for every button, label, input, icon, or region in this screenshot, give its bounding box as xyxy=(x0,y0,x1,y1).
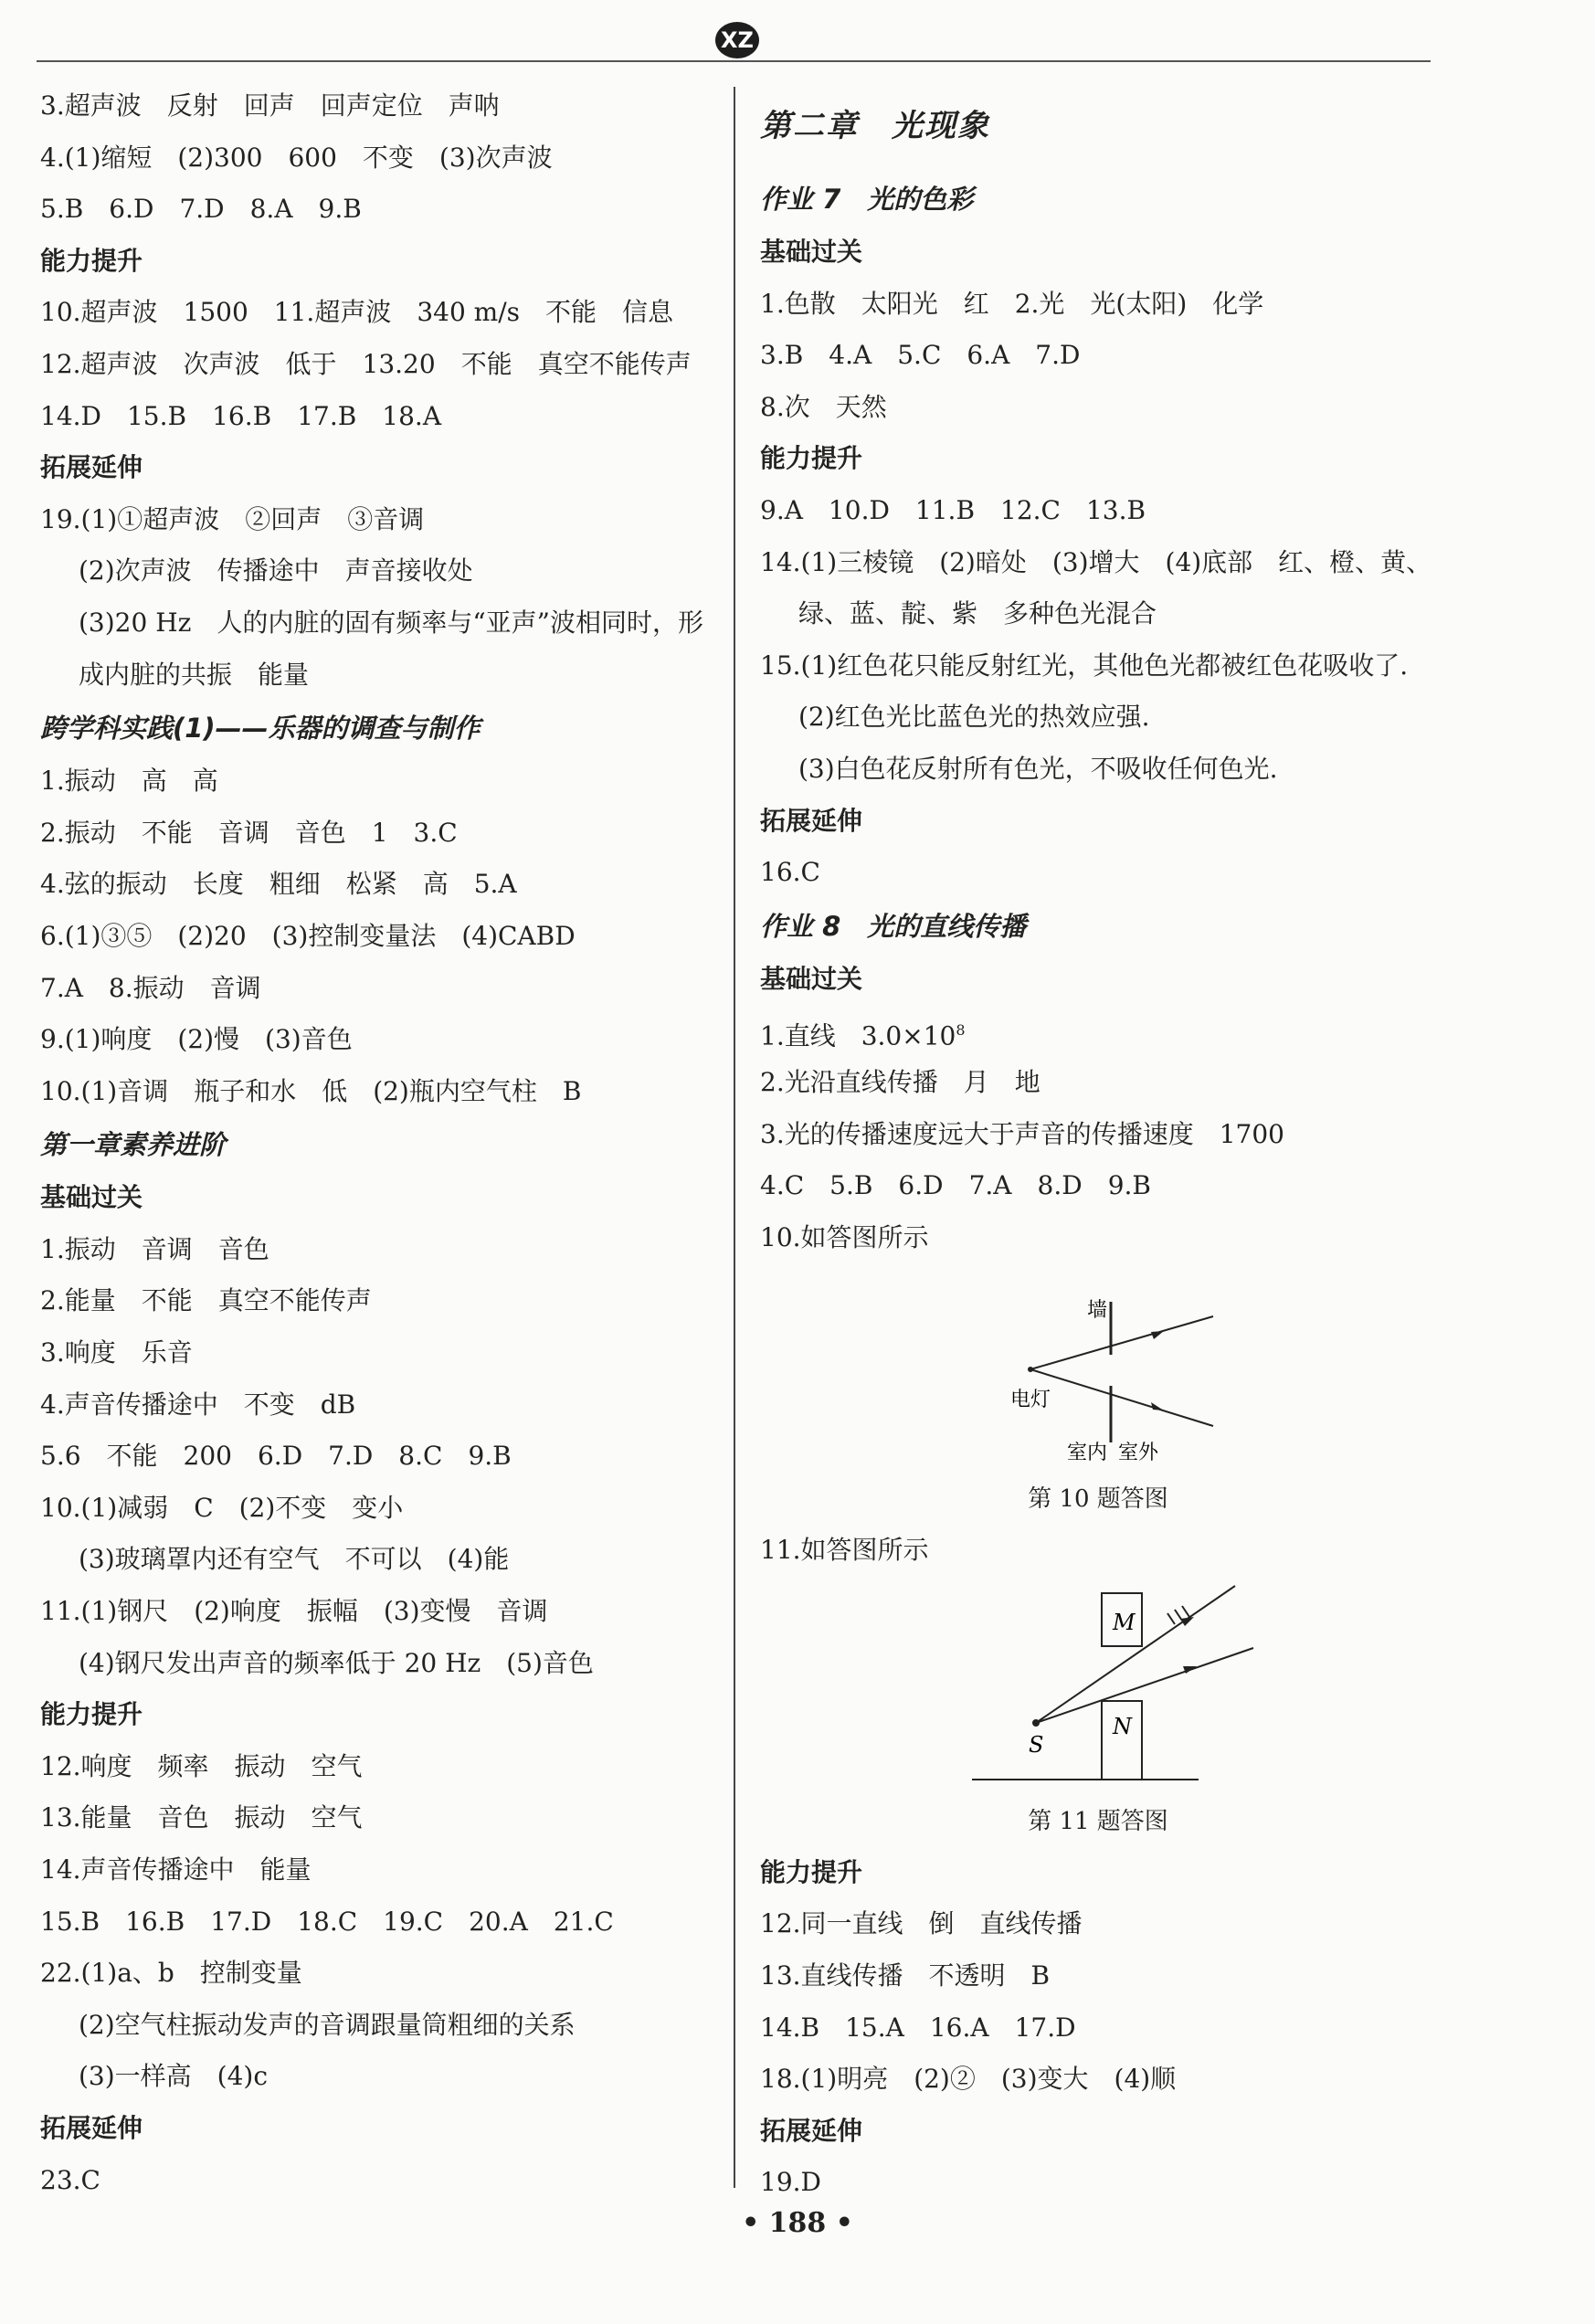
answer-line-continued: 成内脏的共振 能量 xyxy=(79,659,310,690)
publisher-logo: XZ xyxy=(715,22,759,58)
answer-line: 10.如答图所示 xyxy=(760,1221,929,1252)
answer-line: 10.(1)音调 瓶子和水 低 (2)瓶内空气柱 B xyxy=(40,1075,582,1106)
column-divider xyxy=(734,87,735,2188)
answer-line: 22.(1)a、b 控制变量 xyxy=(40,1958,302,1989)
right-column xyxy=(760,80,1436,2209)
figure-10-caption: 第 10 题答图 xyxy=(1028,1485,1168,1514)
answer-line: 3.B 4.A 5.C 6.A 7.D xyxy=(760,340,1081,371)
answer-line: 8.次 天然 xyxy=(760,391,887,422)
homework-title: 跨学科实践(1)——乐器的调查与制作 xyxy=(40,713,481,745)
answer-line: 14.声音传播途中 能量 xyxy=(40,1854,312,1885)
answer-line-continued: 绿、蓝、靛、紫 多种色光混合 xyxy=(798,598,1157,629)
chapter-title: 第二章 光现象 xyxy=(760,108,990,144)
arrow-1 xyxy=(1180,1617,1194,1626)
shadow-diagram xyxy=(760,1577,1436,1796)
section-heading: 基础过关 xyxy=(40,1182,143,1213)
header-rule xyxy=(37,60,1431,62)
answer-line: 19.D xyxy=(760,2167,821,2198)
answer-line: 4.声音传播途中 不变 dB xyxy=(40,1389,356,1420)
answer-line: 9.A 10.D 11.B 12.C 13.B xyxy=(760,494,1146,525)
answer-line-continued: (4)钢尺发出声音的频率低于 20 Hz (5)音色 xyxy=(79,1647,594,1678)
answer-line: 10.超声波 1500 11.超声波 340 m/s 不能 信息 xyxy=(40,297,674,328)
answer-line: 19.(1)①超声波 ②回声 ③音调 xyxy=(40,503,425,534)
figure-11-caption: 第 11 题答图 xyxy=(1028,1807,1168,1835)
answer-line: 2.振动 不能 音调 音色 1 3.C xyxy=(40,817,458,848)
ray-lower xyxy=(1030,1369,1213,1426)
label-n: N xyxy=(1113,1713,1132,1739)
homework-title: 第一章素养进阶 xyxy=(40,1129,227,1161)
answer-line-continued: (3)20 Hz 人的内脏的固有频率与“亚声”波相同时，形 xyxy=(79,607,703,638)
answer-line: 9.(1)响度 (2)慢 (3)音色 xyxy=(40,1024,353,1055)
object-n xyxy=(1102,1701,1142,1780)
ray-upper xyxy=(1030,1316,1213,1369)
answer-line: 10.(1)减弱 C (2)不变 变小 xyxy=(40,1492,404,1523)
figure-10 xyxy=(760,1263,1436,1474)
light-source xyxy=(1032,1719,1040,1727)
arrow-upper xyxy=(1151,1331,1164,1339)
answer-line: 4.(1)缩短 (2)300 600 不变 (3)次声波 xyxy=(40,142,553,173)
light-through-window-diagram xyxy=(760,1263,1436,1474)
answer-line-continued: (2)空气柱振动发声的音调跟量筒粗细的关系 xyxy=(79,2009,576,2040)
answer-line: 12.响度 频率 振动 空气 xyxy=(40,1750,363,1781)
answer-line: 1.色散 太阳光 红 2.光 光(太阳) 化学 xyxy=(760,288,1264,319)
answer-line: 12.同一直线 倒 直线传播 xyxy=(760,1908,1083,1939)
left-column xyxy=(40,80,716,2206)
answer-line: 15.(1)红色花只能反射红光，其他色光都被红色花吸收了. xyxy=(760,650,1409,681)
indoor-label: 室内 xyxy=(1067,1442,1108,1465)
section-heading: 能力提升 xyxy=(40,1699,143,1730)
answer-line: 13.直线传播 不透明 B xyxy=(760,1960,1051,1991)
answer-line: 14.D 15.B 16.B 17.B 18.A xyxy=(40,400,442,431)
answer-line-continued: (2)次声波 传播途中 声音接收处 xyxy=(79,555,473,586)
page-number: • 188 • xyxy=(742,2207,853,2239)
section-heading: 拓展延伸 xyxy=(40,2112,143,2143)
answer-line: 23.C xyxy=(40,2164,100,2195)
ray-2 xyxy=(1036,1648,1253,1723)
answer-line: 12.超声波 次声波 低于 13.20 不能 真空不能传声 xyxy=(40,348,692,379)
answer-line: 3.超声波 反射 回声 回声定位 声呐 xyxy=(40,90,500,121)
answer-line: 6.(1)③⑤ (2)20 (3)控制变量法 (4)CABD xyxy=(40,920,576,951)
label-s: S xyxy=(1029,1731,1044,1758)
answer-line: 14.(1)三棱镜 (2)暗处 (3)增大 (4)底部 红、橙、黄、 xyxy=(760,546,1432,577)
section-heading: 能力提升 xyxy=(760,1856,863,1887)
answer-line: 5.6 不能 200 6.D 7.D 8.C 9.B xyxy=(40,1441,512,1472)
answer-line: 5.B 6.D 7.D 8.A 9.B xyxy=(40,194,362,225)
answer-line-continued: (2)红色光比蓝色光的热效应强. xyxy=(798,702,1150,733)
section-heading: 基础过关 xyxy=(760,237,863,267)
section-heading: 拓展延伸 xyxy=(760,2115,863,2146)
answer-line: 13.能量 音色 振动 空气 xyxy=(40,1802,363,1833)
homework-title: 作业 8 光的直线传播 xyxy=(760,910,1027,942)
answer-line: 11.如答图所示 xyxy=(760,1535,929,1566)
lamp-label: 电灯 xyxy=(1010,1389,1051,1412)
answer-line: 3.响度 乐音 xyxy=(40,1337,193,1368)
answer-line-continued: (3)白色花反射所有色光，不吸收任何色光. xyxy=(798,753,1278,784)
answer-line-continued: (3)一样高 (4)c xyxy=(79,2061,269,2092)
answer-line: 18.(1)明亮 (2)② (3)变大 (4)顺 xyxy=(760,2064,1177,2095)
label-m: M xyxy=(1113,1609,1136,1635)
wall-label: 墙 xyxy=(1087,1299,1108,1323)
answer-line: 1.振动 音调 音色 xyxy=(40,1233,269,1264)
answer-line-continued: (3)玻璃罩内还有空气 不可以 (4)能 xyxy=(79,1544,510,1575)
answer-line: 14.B 15.A 16.A 17.D xyxy=(760,2012,1076,2043)
answer-line: 11.(1)钢尺 (2)响度 振幅 (3)变慢 音调 xyxy=(40,1596,548,1627)
homework-title: 作业 7 光的色彩 xyxy=(760,184,974,215)
figure-11 xyxy=(760,1577,1436,1796)
section-heading: 能力提升 xyxy=(760,443,863,474)
answer-line: 1.直线 $3.0\times 10^8$ xyxy=(760,1020,966,1051)
section-heading: 能力提升 xyxy=(40,245,143,276)
answer-line: 15.B 16.B 17.D 18.C 19.C 20.A 21.C xyxy=(40,1906,614,1937)
answer-line: 4.弦的振动 长度 粗细 松紧 高 5.A xyxy=(40,869,517,900)
arrow-lower xyxy=(1151,1402,1164,1410)
section-heading: 拓展延伸 xyxy=(760,805,863,836)
answer-line: 7.A 8.振动 音调 xyxy=(40,972,261,1003)
answer-line: 2.能量 不能 真空不能传声 xyxy=(40,1285,372,1316)
ray-1 xyxy=(1036,1586,1235,1723)
section-heading: 基础过关 xyxy=(760,963,863,994)
answer-line: 1.振动 高 高 xyxy=(40,766,218,797)
outdoor-label: 室外 xyxy=(1118,1442,1159,1465)
answer-line: 3.光的传播速度远大于声音的传播速度 1700 xyxy=(760,1118,1284,1149)
answer-line: 4.C 5.B 6.D 7.A 8.D 9.B xyxy=(760,1170,1151,1201)
answer-line: 2.光沿直线传播 月 地 xyxy=(760,1066,1040,1097)
answer-line: 16.C xyxy=(760,857,820,888)
section-heading: 拓展延伸 xyxy=(40,452,143,483)
